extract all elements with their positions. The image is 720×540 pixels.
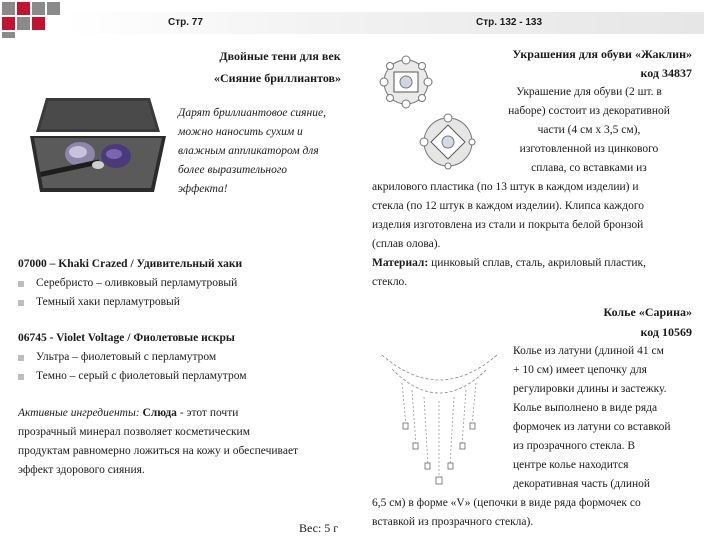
active-bold: Слюда xyxy=(142,407,177,419)
desc-line: формочек из латуни со вставкой xyxy=(513,421,671,433)
right-page-number: Стр. 132 - 133 xyxy=(476,17,543,28)
desc-line: сплава, со вставками из xyxy=(531,162,647,174)
ornament-desc-narrow xyxy=(478,83,700,178)
necklace-desc-wide xyxy=(372,494,702,532)
shade-khaki-section xyxy=(18,255,358,312)
desc-line: центре колье находится xyxy=(513,459,629,471)
list-item: Серебристо – оливковый перламутровый xyxy=(18,274,358,293)
bullet-icon xyxy=(18,281,24,287)
list-item: Темный хаки перламутровый xyxy=(18,293,358,312)
active-line: эффект здорового сияния. xyxy=(18,464,145,476)
shoe-ornament-image xyxy=(366,50,476,170)
desc-line: вставкой из прозрачного стекла). xyxy=(372,516,534,528)
desc-line: Украшение для обуви (2 шт. в xyxy=(516,86,662,98)
necklace-title: Колье «Сарина» xyxy=(603,305,692,319)
active-line: прозрачный минерал позволяет косметическим xyxy=(18,426,250,438)
necklace-desc-narrow xyxy=(513,342,703,494)
desc-line: части (4 см х 3,5 см), xyxy=(537,124,641,136)
bullet-icon xyxy=(18,355,24,361)
desc-line: декоративная часть (длиной xyxy=(513,478,651,490)
left-page-number: Стр. 77 xyxy=(168,17,203,28)
desc-line: Колье выполнено в виде ряда xyxy=(513,402,658,414)
product-description xyxy=(178,104,353,199)
necklace-image xyxy=(372,345,507,485)
active-label: Активные ингредиенты: xyxy=(18,407,140,419)
shade-violet-title: 06745 - Violet Voltage / Фиолетовые искры xyxy=(18,332,235,344)
desc-line: (сплав олова). xyxy=(372,238,441,250)
desc-line: изделия изготовлена из стали и покрыта белой бронзой xyxy=(372,219,644,231)
product-weight: Вес: 5 г xyxy=(299,521,339,535)
desc-line: акрилового пластика (по 13 штук в каждом изделии) и xyxy=(372,181,639,193)
material-label: Материал: xyxy=(372,257,429,269)
desc-line: 6,5 см) в форме «V» (цепочки в виде ряда формочек со xyxy=(372,497,641,509)
list-item: Ультра – фиолетовый с перламутром xyxy=(18,348,358,367)
desc-line: эффекта! xyxy=(178,183,228,195)
desc-line: из прозрачного стекла. В xyxy=(513,440,635,452)
ornament-title: Украшения для обуви «Жаклин» xyxy=(512,47,692,61)
desc-line: более выразительного xyxy=(178,164,288,176)
bullet-icon xyxy=(18,374,24,380)
desc-line: изготовленной из цинкового xyxy=(519,143,659,155)
desc-line: можно наносить сухим и xyxy=(178,126,303,138)
shade-khaki-title: 07000 – Khaki Crazed / Удивительный хаки xyxy=(18,258,243,270)
desc-line: + 10 см) имеет цепочку для xyxy=(513,364,647,376)
corner-decoration xyxy=(0,0,66,40)
desc-line: Колье из латуни (длиной 41 см xyxy=(513,345,664,357)
desc-line: стекла (по 12 штук в каждом изделии). Клипса каждого xyxy=(372,200,645,212)
material-text: цинковый сплав, сталь, акриловый пластик, xyxy=(428,257,646,269)
bullet-icon xyxy=(18,300,24,306)
material-line2: стекло. xyxy=(372,276,408,288)
product-title-line1: Двойные тени для век xyxy=(219,49,341,63)
product-title-line2: «Сияние бриллиантов» xyxy=(213,71,342,85)
desc-line: Дарят бриллиантовое сияние, xyxy=(178,107,326,119)
ornament-code: код 34837 xyxy=(640,66,692,80)
active-line: продуктам равномерно ложиться на кожу и обеспечивает xyxy=(18,445,299,457)
header-bar xyxy=(66,12,704,34)
eyeshadow-compact-image xyxy=(18,92,168,202)
desc-line: регулировки длины и застежку. xyxy=(513,383,667,395)
ornament-desc-wide xyxy=(372,178,702,292)
active-ingredients: Активные ингредиенты: Слюда - этот почти прозрачный минерал позволяет косметическим продуктам равномерно ложиться на кожу и обеспечивает эффект здорового сияния. xyxy=(18,404,363,480)
necklace-code: код 10569 xyxy=(640,325,692,339)
desc-line: влажным аппликатором для xyxy=(178,145,319,157)
list-item: Темно – серый с фиолетовый перламутром xyxy=(18,367,358,386)
shade-violet-section xyxy=(18,329,358,386)
desc-line: наборе) состоит из декоративной xyxy=(508,105,670,117)
